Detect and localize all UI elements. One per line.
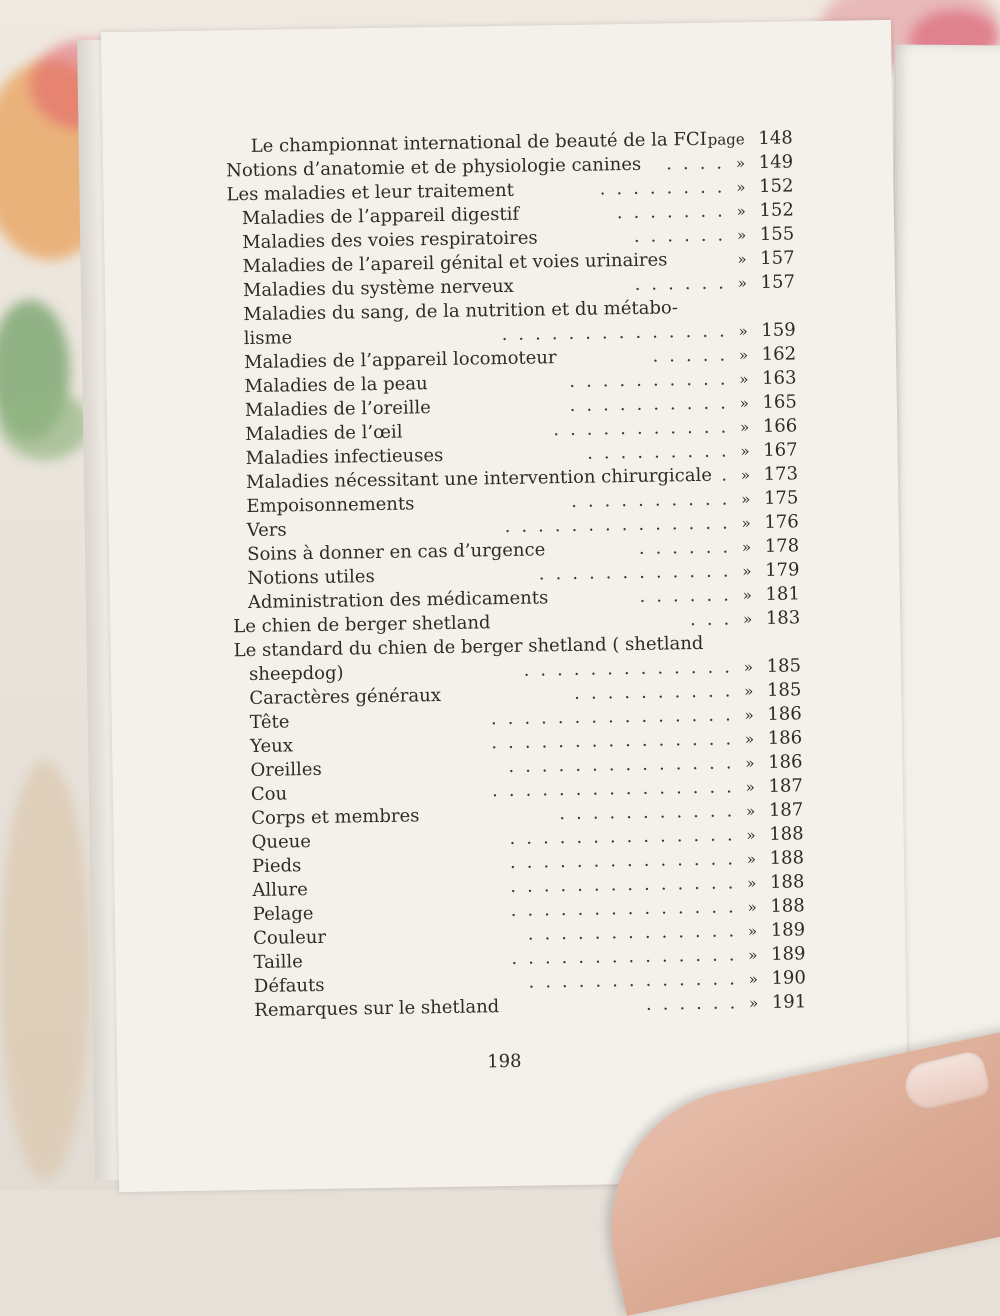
toc-ditto-mark: »: [747, 874, 757, 893]
toc-entry-label: Couleur: [253, 926, 327, 949]
toc-page-number: 165: [762, 391, 797, 413]
dot-leader: .............: [528, 968, 747, 993]
dot-leader: ..........: [569, 368, 737, 392]
toc-entry-label: Les maladies et leur traitement: [226, 179, 515, 206]
dot-leader: ...............: [491, 776, 744, 802]
toc-entry-label: Maladies des voies respiratoires: [242, 227, 538, 254]
toc-ditto-mark: »: [742, 562, 752, 581]
page-number: 198: [486, 1050, 522, 1073]
dot-leader: ........: [599, 176, 734, 200]
toc-entry-label: Oreilles: [250, 758, 322, 782]
toc-entry-label: Maladies du système nerveux: [242, 275, 514, 302]
toc-page-number: 186: [767, 751, 803, 773]
toc-ditto-mark: »: [740, 442, 750, 461]
toc-ditto-mark: »: [742, 586, 753, 605]
dot-leader: .............: [527, 920, 746, 945]
toc-entry-label: Le championnat international de beauté de la FCI: [250, 128, 707, 157]
toc-entry-label: Allure: [252, 879, 308, 902]
toc-ditto-mark: »: [739, 418, 750, 437]
toc-page-number: 173: [763, 463, 799, 485]
toc-ditto-mark: »: [742, 610, 753, 629]
dot-leader: ............: [538, 560, 740, 585]
toc-ditto-mark: »: [744, 730, 755, 749]
toc-page-number: 152: [758, 175, 794, 197]
dot-leader: ......: [634, 272, 736, 295]
toc-page-number: 186: [767, 727, 803, 749]
toc-ditto-mark: »: [740, 466, 751, 485]
dot-leader: .......: [616, 200, 734, 224]
toc-ditto-mark: »: [745, 778, 756, 797]
dot-leader: ...............: [491, 728, 743, 754]
toc-entry-label: Le standard du chien de berger shetland ( shetland: [233, 632, 704, 662]
toc-ditto-mark: »: [743, 658, 754, 677]
toc-page-number: 185: [766, 655, 802, 677]
toc-ditto-mark: »: [745, 754, 755, 773]
toc-entry-label: Pelage: [252, 903, 314, 925]
toc-entry-label: Queue: [251, 831, 312, 854]
toc-page-number: 188: [769, 823, 804, 845]
toc-entry-label: Maladies de l’appareil digestif: [241, 203, 520, 230]
toc-entry-label: Cou: [250, 783, 288, 806]
toc-page-number: 152: [759, 199, 794, 221]
dot-leader: .: [721, 464, 739, 486]
toc-ditto-mark: »: [738, 322, 748, 341]
toc-page-number: 187: [768, 799, 804, 821]
toc-page-number: 185: [766, 679, 802, 701]
toc-page-number: 189: [770, 919, 806, 941]
toc-page-number: 148: [758, 127, 793, 149]
toc-entry-label: Le chien de berger shetland: [233, 612, 491, 638]
toc-entry-label: Maladies infectieuses: [245, 444, 444, 470]
dot-leader: .............: [523, 656, 742, 681]
toc-entry-label: Défauts: [253, 974, 325, 997]
dot-leader: ......: [633, 224, 735, 247]
dot-leader: ...: [689, 608, 741, 631]
toc-page-number: 176: [764, 511, 799, 533]
toc-ditto-mark: »: [746, 850, 757, 869]
dot-leader: ......: [639, 584, 741, 607]
dot-leader: ..............: [501, 320, 736, 346]
dot-leader: ..........: [569, 392, 738, 416]
toc-page-number: 159: [761, 319, 796, 341]
toc-ditto-mark: »: [748, 970, 759, 989]
toc-entry-label: Notions d’anatomie et de physiologie canines: [225, 153, 642, 182]
toc-ditto-mark: »: [746, 826, 756, 845]
toc-page-number: 157: [760, 247, 795, 269]
toc-entry-label: Soins à donner en cas d’urgence: [246, 539, 546, 566]
toc-ditto-mark: »: [739, 394, 749, 413]
toc-ditto-mark: »: [738, 346, 749, 365]
toc-page-number: [751, 294, 795, 295]
toc-ditto-mark: »: [744, 682, 754, 701]
dot-leader: ..............: [510, 896, 745, 921]
toc-page-number: 175: [763, 487, 799, 509]
toc-ditto-mark: »: [736, 226, 747, 245]
toc-ditto-mark: »: [736, 178, 746, 197]
toc-entry-label: Vers: [246, 519, 287, 542]
toc-page-number: 166: [762, 415, 798, 437]
toc-ditto-mark: »: [748, 994, 759, 1013]
toc-page-number: 183: [765, 607, 801, 629]
toc-entry-label: Maladies de l’œil: [245, 421, 403, 446]
toc-page-number: 188: [770, 895, 805, 917]
dot-leader: ..........: [570, 488, 739, 512]
toc-ditto-mark: »: [744, 706, 754, 725]
toc-ditto-mark: »: [737, 274, 748, 293]
toc-page-number: 155: [759, 223, 795, 245]
toc-ditto-mark: »: [736, 202, 746, 221]
toc-entry-label: Caractères généraux: [249, 685, 442, 710]
toc-ditto-mark: »: [741, 490, 751, 509]
toc-page-number: 167: [763, 439, 798, 461]
dot-leader: ......: [638, 536, 740, 559]
dot-leader: ...............: [490, 704, 742, 730]
dot-leader: ....: [666, 152, 734, 175]
toc-page-number: 187: [768, 775, 804, 797]
dot-leader: ..........: [573, 680, 742, 704]
book-page: [101, 20, 909, 1192]
toc-page-number: [756, 630, 800, 631]
toc-ditto-mark: »: [741, 538, 752, 557]
toc-entry-label: Tête: [249, 711, 290, 734]
toc-ditto-mark: page: [707, 130, 745, 149]
dot-leader: ..............: [508, 752, 743, 777]
toc-page-number: 149: [758, 151, 794, 173]
toc-entry-label: Notions utiles: [247, 566, 375, 590]
toc-entry-label: Maladies du sang, de la nutrition et du métabo-: [243, 297, 679, 326]
toc-ditto-mark: »: [737, 250, 747, 269]
toc-entry-label: Corps et membres: [251, 805, 420, 830]
toc-page-number: 181: [765, 583, 801, 605]
toc-entry-label: Pieds: [251, 855, 302, 878]
toc-entry-label: Maladies de l’apareil génital et voies urinaires: [242, 249, 668, 278]
toc-entry-label: Empoisonnements: [246, 493, 415, 518]
toc-ditto-mark: »: [739, 370, 749, 389]
toc-entry-label: Maladies de l’oreille: [244, 397, 431, 422]
dot-leader: ......: [645, 992, 747, 1015]
toc-entry-label: Yeux: [250, 735, 294, 758]
dot-leader: ..............: [504, 512, 739, 537]
table-of-contents: [101, 20, 909, 1192]
toc-ditto-mark: »: [741, 514, 751, 533]
toc-entry-label: Taille: [253, 951, 303, 973]
toc-page-number: 191: [771, 991, 807, 1013]
toc-entry-label: Maladies de l’appareil locomoteur: [243, 347, 557, 374]
dot-leader: ..............: [509, 848, 745, 873]
toc-entry-label: Maladies nécessitant une intervention chirurgicale: [245, 464, 713, 494]
dot-leader: ..............: [511, 944, 746, 969]
toc-ditto-mark: »: [747, 898, 757, 917]
toc-page-number: 162: [761, 343, 797, 365]
toc-page-number: 157: [760, 271, 796, 293]
toc-ditto-mark: »: [748, 946, 758, 965]
toc-page-number: 188: [769, 847, 805, 869]
toc-entry-label: sheepdog): [248, 662, 344, 686]
toc-page-number: 178: [764, 535, 800, 557]
toc-page-number: 188: [769, 871, 805, 893]
toc-entry-label: lisme: [243, 327, 293, 350]
toc-ditto-mark: »: [735, 154, 746, 173]
toc-page-number: 163: [761, 367, 797, 389]
toc-entry-label: Administration des médicaments: [247, 587, 549, 614]
toc-page-number: 186: [767, 703, 802, 725]
toc-page-number: 190: [771, 967, 807, 989]
toc-page-number: 179: [764, 559, 800, 581]
toc-ditto-mark: »: [745, 802, 756, 821]
leaf-pattern-green-2: [0, 390, 90, 460]
dot-leader: ..............: [510, 872, 745, 897]
toc-ditto-mark: »: [747, 922, 758, 941]
tablecloth-shadow: [0, 760, 90, 1180]
toc-page-number: 189: [770, 943, 806, 965]
dot-leader: ..............: [509, 824, 744, 849]
dot-leader: .........: [586, 440, 738, 464]
toc-entry-label: Remarques sur le shetland: [254, 996, 500, 1021]
dot-leader: .....: [652, 344, 737, 367]
dot-leader: ...........: [559, 800, 744, 825]
dot-leader: ...........: [553, 416, 738, 441]
toc-entry-label: Maladies de la peau: [244, 373, 428, 398]
